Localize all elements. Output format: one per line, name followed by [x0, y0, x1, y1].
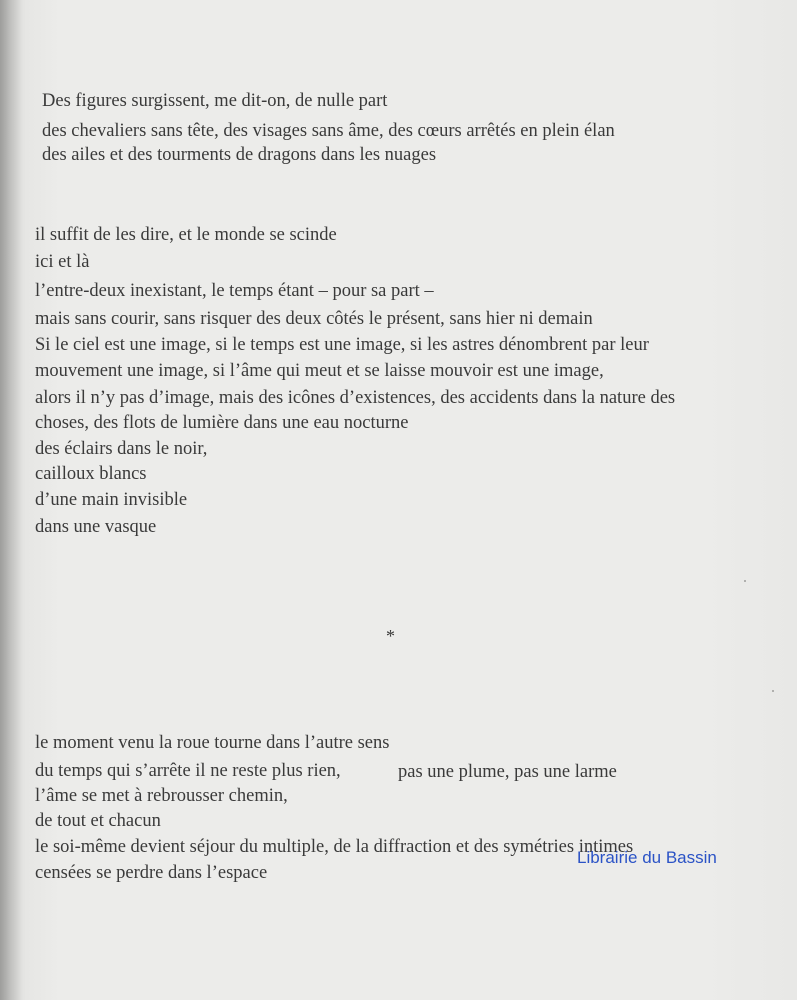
poem-line: le moment venu la roue tourne dans l’autre sens [35, 733, 390, 753]
poem-line: Des figures surgissent, me dit-on, de nulle part [42, 91, 388, 111]
poem-line: l’âme se met à rebrousser chemin, [35, 786, 288, 806]
paper-speck [772, 690, 774, 692]
poem-line: censées se perdre dans l’espace [35, 863, 268, 883]
poem-line: le soi-même devient séjour du multiple, de la diffraction et des symétries intimes [35, 837, 634, 857]
section-separator: * [386, 626, 395, 646]
poem-line: des ailes et des tourments de dragons dans les nuages [42, 145, 437, 165]
poem-line: alors il n’y pas d’image, mais des icônes d’existences, des accidents dans la nature des [35, 388, 676, 408]
page-gutter-shadow [0, 0, 22, 1000]
poem-line: mais sans courir, sans risquer des deux côtés le présent, sans hier ni demain [35, 309, 593, 329]
poem-line: cailloux blancs [35, 464, 147, 484]
paper-speck [744, 580, 746, 582]
poem-line: il suffit de les dire, et le monde se scinde [35, 225, 337, 245]
poem-line-right: pas une plume, pas une larme [398, 762, 617, 782]
poem-line: ici et là [35, 252, 90, 272]
poem-line: des éclairs dans le noir, [35, 439, 208, 459]
poem-line: dans une vasque [35, 517, 157, 537]
poem-line: l’entre-deux inexistant, le temps étant – pour sa part – [35, 281, 434, 301]
poem-line: choses, des flots de lumière dans une eau nocturne [35, 413, 409, 433]
poem-line: du temps qui s’arrête il ne reste plus rien, [35, 761, 341, 781]
poem-line: des chevaliers sans tête, des visages sans âme, des cœurs arrêtés en plein élan [42, 121, 615, 141]
poem-line: d’une main invisible [35, 490, 188, 510]
poem-line: mouvement une image, si l’âme qui meut et se laisse mouvoir est une image, [35, 361, 604, 381]
poem-line: de tout et chacun [35, 811, 161, 831]
watermark: Librairie du Bassin [577, 848, 717, 867]
poem-line: Si le ciel est une image, si le temps est une image, si les astres dénombrent par leur [35, 335, 649, 355]
